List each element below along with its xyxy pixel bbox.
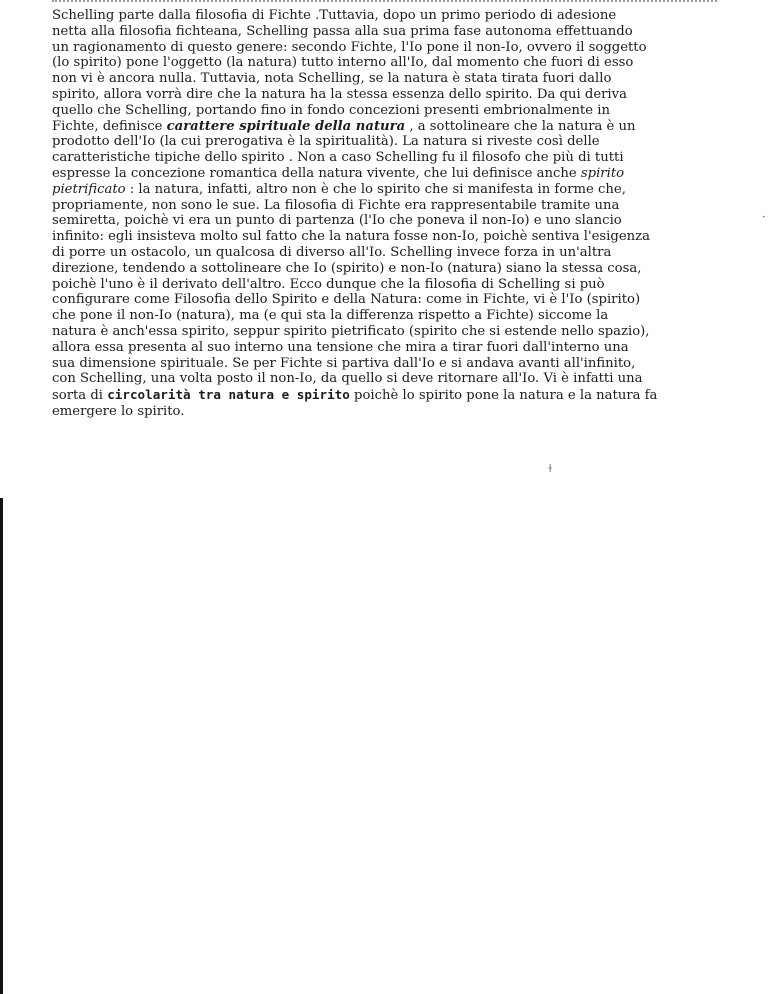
text-line: infinito: egli insisteva molto sul fatto che la natura fosse non-Io, poichè sentiva l'esigenza (52, 229, 650, 245)
emphasis-spiritual-nature: carattere spirituale della natura (166, 118, 406, 134)
text-line: quello che Schelling, portando fino in fondo concezioni presenti embrionalmente in (52, 102, 610, 118)
scan-edge-top (52, 0, 717, 4)
text-line: semiretta, poichè vi era un punto di partenza (l'Io che poneva il non-Io) e uno slancio (52, 213, 622, 229)
text-line: sorta di circolarità tra natura e spirito poichè lo spirito pone la natura e la natura fa (52, 387, 658, 404)
text-line: espresse la concezione romantica della natura vivente, che lui definisce anche spirito (52, 165, 625, 181)
text-line: configurare come Filosofia dello Spirito e della Natura: come in Fichte, vi è l'Io (spirito) (52, 292, 641, 308)
text-line: di porre un ostacolo, un qualcosa di diverso all'Io. Schelling invece forza in un'altra (52, 244, 612, 260)
text-line: poichè l'uno è il derivato dell'altro. Ecco dunque che la filosofia di Schelling si può (52, 276, 605, 292)
text-line: che pone il non-Io (natura), ma (e qui sta la differenza rispetto a Fichte) siccome la (52, 308, 609, 324)
scan-edge-left (0, 498, 3, 994)
text-line: allora essa presenta al suo interno una tensione che mira a tirar fuori dall'interno una (52, 339, 629, 355)
emphasis-pietrificato: pietrificato (52, 181, 126, 197)
text-line: caratteristiche tipiche dello spirito . Non a caso Schelling fu il filosofo che più di tutti (52, 150, 624, 166)
text-line: con Schelling, una volta posto il non-Io, da quello si deve ritornare all'Io. Vi è infatti una (52, 371, 643, 387)
text-line: netta alla filosofia fichteana, Schelling passa alla sua prima fase autonoma effettuando (52, 23, 633, 39)
text-line: (lo spirito) pone l'oggetto (la natura) tutto interno all'Io, dal momento che fuori di esso (52, 55, 634, 71)
text-line: Schelling parte dalla filosofia di Fichte .Tuttavia, dopo un primo periodo di adesione (52, 8, 617, 23)
text-line: natura è anch'essa spirito, seppur spirito pietrificato (spirito che si estende nello spazio), (52, 323, 650, 339)
emphasis-circularity: circolarità tra natura e spirito (107, 387, 350, 403)
text-line: propriamente, non sono le sue. La filosofia di Fichte era rappresentabile tramite una (52, 197, 620, 213)
text-line: spirito, allora vorrà dire che la natura ha la stessa essenza dello spirito. Da qui deriva (52, 86, 627, 102)
text-line: pietrificato : la natura, infatti, altro non è che lo spirito che si manifesta in forme che, (52, 181, 626, 197)
document-page (52, 8, 717, 420)
text-line: non vi è ancora nulla. Tuttavia, nota Schelling, se la natura è stata tirata fuori dallo (52, 71, 612, 87)
text-line: prodotto dell'Io (la cui prerogativa è la spiritualità). La natura si riveste così delle (52, 134, 600, 150)
emphasis-spirito: spirito (580, 165, 625, 181)
text-line: emergere lo spirito. (52, 403, 185, 419)
text-line: Fichte, definisce carattere spirituale della natura , a sottolineare che la natura è un (52, 118, 636, 134)
text-line: sua dimensione spirituale. Se per Fichte si partiva dall'Io e si andava avanti all'infinito, (52, 355, 636, 371)
text-line: un ragionamento di questo genere: secondo Fichte, l'Io pone il non-Io, ovvero il soggetto (52, 39, 647, 55)
scan-speck: • (762, 214, 766, 221)
text-line: direzione, tendendo a sottolineare che Io (spirito) e non-Io (natura) siano la stessa cosa, (52, 260, 642, 276)
scan-speck: ɫ (548, 462, 553, 475)
body-paragraph (52, 8, 717, 420)
